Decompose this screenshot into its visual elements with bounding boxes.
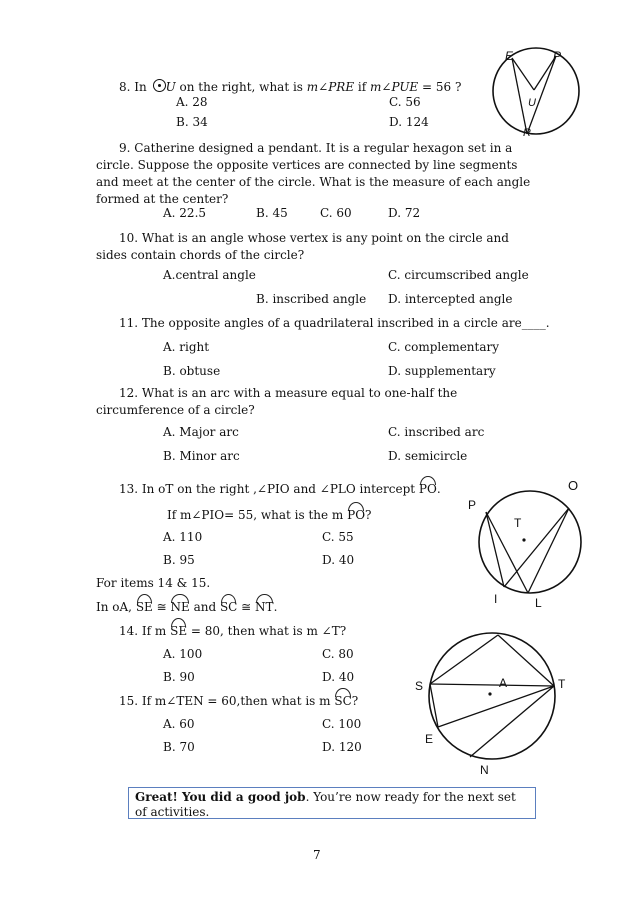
q11-choice-a: A. right bbox=[163, 340, 210, 354]
q8-circle-name: U bbox=[165, 80, 176, 94]
q13-choice-c: C. 55 bbox=[322, 530, 354, 544]
q12-choice-b: B. Minor arc bbox=[163, 449, 240, 463]
center-t-dot bbox=[522, 538, 525, 541]
chord-rp bbox=[527, 56, 556, 134]
given-arc-se: SE bbox=[135, 600, 153, 614]
q12-choice-a: A. Major arc bbox=[163, 425, 239, 439]
q15-prefix: 15. If m∠TEN = 60, bbox=[119, 694, 241, 708]
q15-end: ? bbox=[351, 694, 359, 708]
given-cong-2: ≅ bbox=[237, 600, 256, 614]
chord-et bbox=[438, 686, 554, 727]
q8-choice-b: B. 34 bbox=[176, 115, 208, 129]
q14-prefix: 14. If m bbox=[119, 624, 171, 638]
chord-ip bbox=[486, 512, 504, 587]
given-arc-ne: NE bbox=[170, 600, 190, 614]
fig2-label-p: P bbox=[468, 498, 477, 512]
q13-line1 bbox=[119, 482, 441, 497]
given-arc-nt: NT bbox=[255, 600, 274, 614]
q8-stem bbox=[119, 78, 461, 95]
q13-arc-po-1: PO bbox=[418, 482, 437, 496]
q13-choice-a: A. 110 bbox=[163, 530, 203, 544]
q11-end: . bbox=[545, 316, 550, 330]
page-number: 7 bbox=[313, 848, 321, 862]
q15-arc-sc: SC bbox=[334, 694, 352, 708]
q11-choice-b: B. obtuse bbox=[163, 364, 221, 378]
q9-choice-a: A. 22.5 bbox=[163, 206, 207, 220]
q8-choice-a: A. 28 bbox=[176, 95, 208, 109]
circle-a-outline bbox=[429, 633, 555, 759]
figure-circle-t bbox=[478, 490, 588, 600]
q13-line1-end: . bbox=[436, 482, 441, 496]
q14-choice-d: D. 40 bbox=[322, 670, 355, 684]
q14-stem bbox=[119, 624, 346, 639]
q15-choice-b: B. 70 bbox=[163, 740, 195, 754]
fig3-label-t: T bbox=[558, 677, 566, 691]
fig2-label-i: I bbox=[494, 592, 498, 606]
figure-circle-u bbox=[488, 48, 588, 148]
closing-message-box bbox=[128, 787, 536, 819]
given-statement bbox=[96, 600, 277, 615]
closing-bold: Great! You did a good job bbox=[135, 790, 306, 804]
given-prefix: In oA, bbox=[96, 600, 136, 614]
q13-line2 bbox=[167, 508, 371, 523]
q14-mid: = 80, then what is m ∠T? bbox=[187, 624, 347, 638]
q8-choice-c: C. 56 bbox=[389, 95, 421, 109]
q13-arc-po-2: PO bbox=[347, 508, 366, 522]
q11-choice-d: D. supplementary bbox=[388, 364, 496, 378]
given-cong-1: ≅ bbox=[152, 600, 171, 614]
given-arc-sc: SC bbox=[219, 600, 238, 614]
q15-stem bbox=[119, 694, 358, 709]
q8-given-val: = 56 ? bbox=[418, 80, 462, 94]
given-end: . bbox=[273, 600, 278, 614]
q8-ask: m∠PRE bbox=[306, 80, 355, 94]
center-a-dot bbox=[488, 692, 491, 695]
fig2-label-t: T bbox=[514, 516, 522, 530]
q15-mid: then what is m bbox=[240, 694, 335, 708]
fig2-label-o: O bbox=[568, 478, 579, 493]
q15-choice-d: D. 120 bbox=[322, 740, 362, 754]
fig1-label-r: R bbox=[523, 127, 531, 139]
circle-t-outline bbox=[479, 491, 581, 593]
q13-line2-text: If m∠PIO= 55, what is the m bbox=[167, 508, 348, 522]
q14-choice-c: C. 80 bbox=[322, 647, 354, 661]
q13-choice-b: B. 95 bbox=[163, 553, 195, 567]
q13-line1-text: 13. In oT on the right ,∠PIO and ∠PLO intercept bbox=[119, 482, 419, 496]
fig1-label-e: E bbox=[505, 49, 514, 63]
q11-blank: ____ bbox=[521, 316, 546, 330]
closing-rest: . You’re now ready for the next set of activities. bbox=[135, 790, 516, 819]
q9-stem: 9. Catherine designed a pendant. It is a regular hexagon set in a circle. Suppose the opposite vertices are connected by line segments and meet at the center of the circle. What is the measure of each angle formed at the center? bbox=[96, 141, 531, 206]
q14-arc-se: SE bbox=[170, 624, 188, 638]
q10-choice-d: D. intercepted angle bbox=[388, 292, 513, 306]
q9-choice-c: C. 60 bbox=[320, 206, 352, 220]
q10-choice-b: B. inscribed angle bbox=[256, 292, 367, 306]
q10-choice-c: C. circumscribed angle bbox=[388, 268, 529, 282]
q10-choice-a: A.central angle bbox=[163, 268, 256, 282]
q14-choice-b: B. 90 bbox=[163, 670, 195, 684]
fig3-label-a: A bbox=[499, 676, 508, 690]
q8-choice-d: D. 124 bbox=[389, 115, 429, 129]
q9-choice-d: D. 72 bbox=[388, 206, 421, 220]
q12-stem: 12. What is an arc with a measure equal to one-half the circumference of a circle? bbox=[96, 386, 458, 417]
chord-lp bbox=[486, 512, 528, 593]
q8-given: m∠PUE bbox=[370, 80, 419, 94]
figure-circle-a bbox=[428, 632, 558, 762]
q14-choice-a: A. 100 bbox=[163, 647, 203, 661]
fig3-label-s: S bbox=[415, 679, 424, 693]
circle-dot-icon bbox=[153, 79, 166, 92]
q15-choice-a: A. 60 bbox=[163, 717, 195, 731]
given-and: and bbox=[189, 600, 220, 614]
q8-prefix: 8. In bbox=[119, 80, 147, 94]
items-note: For items 14 & 15. bbox=[96, 576, 211, 590]
fig3-label-e: E bbox=[425, 732, 434, 746]
q8-text-mid: on the right, what is bbox=[175, 80, 307, 94]
q10-stem: 10. What is an angle whose vertex is any point on the circle and sides contain chords of the circle? bbox=[96, 231, 509, 262]
fig2-label-l: L bbox=[535, 596, 542, 610]
q11-choice-c: C. complementary bbox=[388, 340, 500, 354]
q11-text: 11. The opposite angles of a quadrilateral inscribed in a circle are bbox=[119, 316, 522, 330]
chord-st bbox=[430, 684, 554, 686]
q9-choice-b: B. 45 bbox=[256, 206, 288, 220]
q12-choice-c: C. inscribed arc bbox=[388, 425, 485, 439]
chord-tn bbox=[470, 686, 554, 757]
q11-stem bbox=[119, 316, 550, 331]
fig1-label-u: U bbox=[528, 97, 536, 109]
q15-choice-c: C. 100 bbox=[322, 717, 362, 731]
q12-choice-d: D. semicircle bbox=[388, 449, 468, 463]
q8-if: if bbox=[354, 80, 371, 94]
fig3-label-n: N bbox=[480, 763, 489, 777]
q13-choice-d: D. 40 bbox=[322, 553, 355, 567]
fig1-label-p: P bbox=[553, 49, 562, 63]
q13-line2-end: ? bbox=[365, 508, 372, 522]
